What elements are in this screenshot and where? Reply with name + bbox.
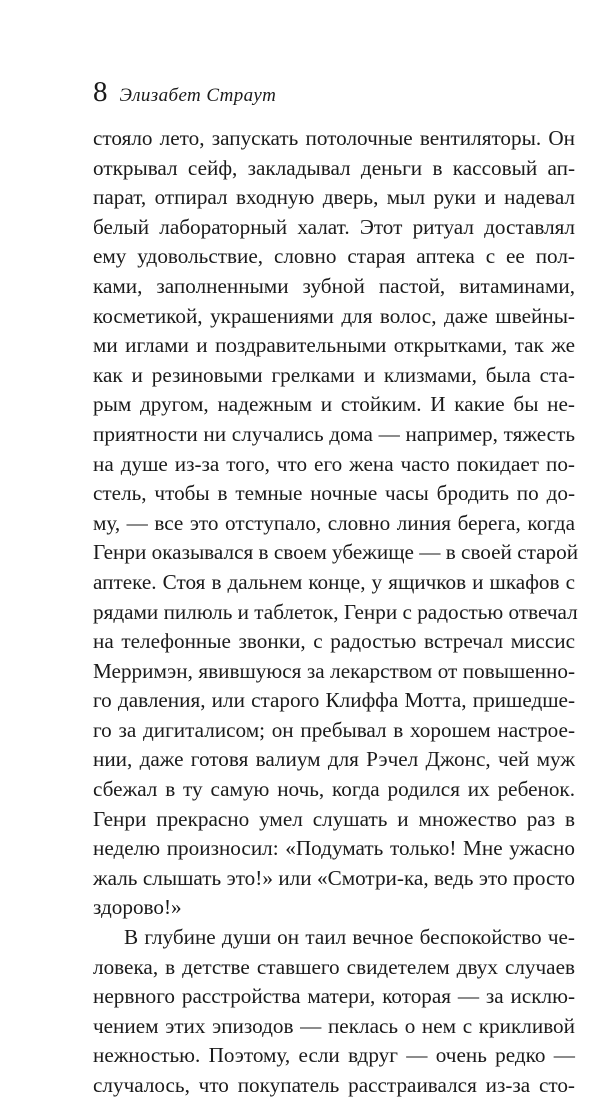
text-line: косметикой, украшениями для волос, даже швейны- <box>93 303 575 328</box>
text-line: Генри оказывался в своем убежище — в своей старой <box>93 540 579 565</box>
body-text <box>93 124 579 1101</box>
text-line: ками, заполненными зубной пастой, витаминами, <box>93 273 575 298</box>
text-line: нии, даже готовя валиум для Рэчел Джонс, чей муж <box>93 747 575 772</box>
text-line: аптеке. Стоя в дальнем конце, у ящичков и шкафов с <box>93 569 575 594</box>
text-line: Генри прекрасно умел слушать и множество раз в <box>93 806 575 831</box>
text-line: белый лабораторный халат. Этот ритуал доставлял <box>93 214 575 239</box>
text-line: ловека, в детстве ставшего свидетелем двух случаев <box>93 954 575 979</box>
text-line: В глубине души он таил вечное беспокойство че- <box>124 925 575 950</box>
text-line: чением этих эпизодов — пеклась о нем с крикливой <box>93 1013 575 1038</box>
running-head <box>93 78 276 107</box>
running-title: Элизабет Страут <box>119 85 277 106</box>
text-line: как и резиновыми грелками и клизмами, была ста- <box>93 362 575 387</box>
text-line: ему удовольствие, словно старая аптека с ее пол- <box>93 244 575 269</box>
paragraph <box>93 124 579 923</box>
text-line: парат, отпирал входную дверь, мыл руки и надевал <box>93 185 575 210</box>
paragraph <box>93 923 575 1101</box>
text-line: го за дигиталисом; он пребывал в хорошем настрое- <box>93 717 575 742</box>
text-line: рым другом, надежным и стойким. И какие бы не- <box>93 392 575 417</box>
text-line: нервного расстройства матери, которая — за исклю- <box>93 984 575 1009</box>
text-line: открывал сейф, закладывал деньги в кассовый ап- <box>93 155 575 180</box>
text-line: Мерримэн, явившуюся за лекарством от повышенно- <box>93 658 575 683</box>
text-line: му, — все это отступало, словно линия берега, когда <box>93 510 575 535</box>
text-line: нежностью. Поэтому, если вдруг — очень редко — <box>93 1043 575 1068</box>
text-line: неделю произносил: «Подумать только! Мне ужасно <box>93 836 575 861</box>
text-line: ми иглами и поздравительными открытками, так же <box>93 333 575 358</box>
page-number: 8 <box>93 76 108 108</box>
text-line: на душе из-за того, что его жена часто покидает по- <box>93 451 575 476</box>
text-line: стояло лето, запускать потолочные вентиляторы. Он <box>93 126 575 150</box>
text-line: приятности ни случались дома — например, тяжесть <box>93 421 575 446</box>
text-line: сбежал в ту самую ночь, когда родился их ребенок. <box>93 777 575 802</box>
text-line: на телефонные звонки, с радостью встречал миссис <box>93 629 575 654</box>
text-line: го давления, или старого Клиффа Мотта, пришедше- <box>93 688 575 713</box>
text-line: рядами пилюль и таблеток, Генри с радостью отвечал <box>93 599 578 624</box>
text-line: жаль слышать это!» или «Смотри-ка, ведь это просто <box>93 865 575 890</box>
text-line: здорово!» <box>93 895 182 920</box>
text-line: стель, чтобы в темные ночные часы бродить по до- <box>93 481 575 506</box>
text-line: случалось, что покупатель расстраивался из-за сто- <box>93 1073 575 1097</box>
